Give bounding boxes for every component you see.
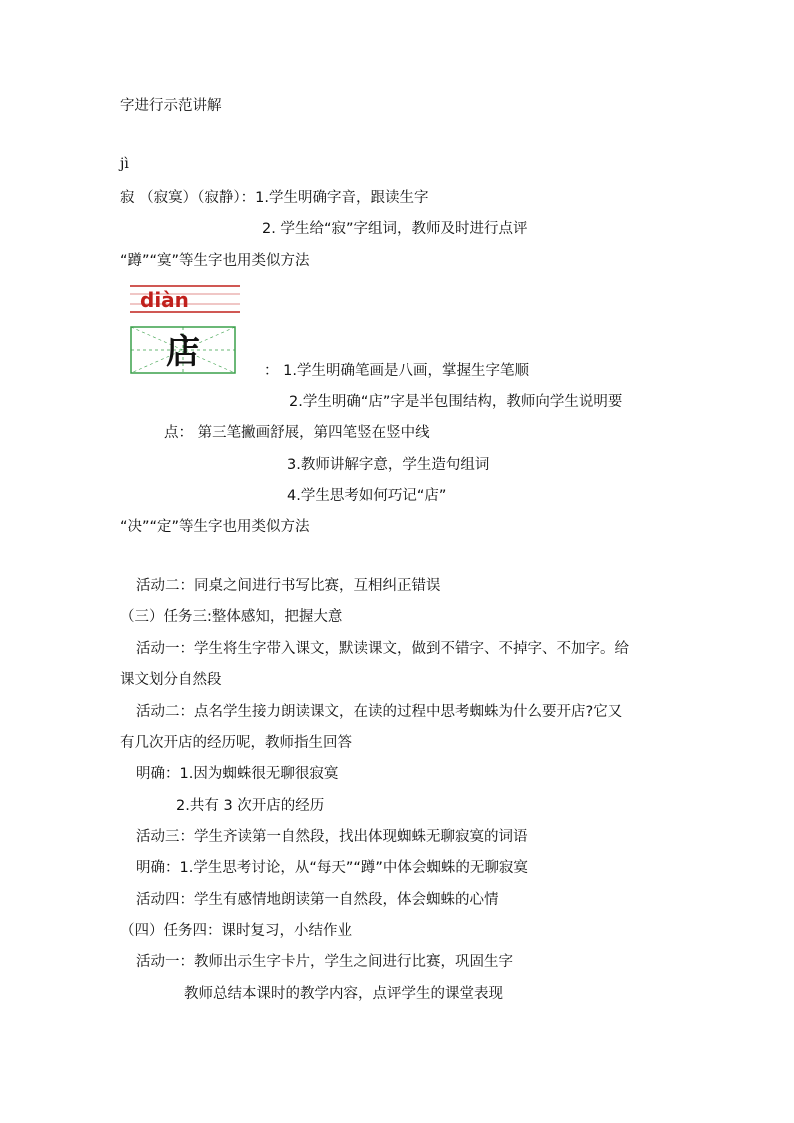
text-line: 活动一：学生将生字带入课文，默读课文，做到不错字、不掉字、不加字。给	[136, 641, 629, 657]
text-line: 活动二：同桌之间进行书写比赛，互相纠正错误	[136, 578, 441, 594]
text-line: 4.学生思考如何巧记“店”	[287, 488, 447, 504]
character-dian: 店	[166, 332, 200, 372]
text-line: 2.共有 3 次开店的经历	[176, 798, 325, 814]
text-line: “蹲”“寞”等生字也用类似方法	[120, 253, 310, 269]
text-line: 点： 第三笔撇画舒展，第四笔竖在竖中线	[164, 425, 430, 441]
text-line: 活动一：教师出示生字卡片，学生之间进行比赛，巩固生字	[136, 954, 513, 970]
text-line: ： 1.学生明确笔画是八画，掌握生字笔顺	[264, 363, 529, 379]
pinyin-card	[130, 285, 240, 313]
text-line: 2. 学生给“寂”字组词，教师及时进行点评	[262, 221, 528, 237]
text-line: 教师总结本课时的教学内容，点评学生的课堂表现	[184, 986, 503, 1002]
text-line: 寂 （寂寞）（寂静）：1.学生明确字音，跟读生字	[120, 190, 429, 206]
text-line: （三）任务三:整体感知，把握大意	[120, 609, 343, 625]
text-line: 明确：1.因为蜘蛛很无聊很寂寞	[136, 766, 339, 782]
text-line: 活动二：点名学生接力朗读课文，在读的过程中思考蜘蛛为什么要开店?它又	[136, 704, 623, 720]
text-line: “决”“定”等生字也用类似方法	[120, 519, 310, 535]
pinyin-dian: diàn	[140, 288, 189, 312]
text-line: 2.学生明确“店”字是半包围结构，教师向学生说明要	[289, 394, 623, 410]
text-line: 活动四：学生有感情地朗读第一自然段，体会蜘蛛的心情	[136, 892, 499, 908]
text-line: 课文划分自然段	[120, 672, 222, 688]
character-card	[130, 326, 236, 374]
text-line: 明确：1.学生思考讨论，从“每天”“蹲”中体会蜘蛛的无聊寂寞	[136, 860, 528, 876]
text-line: （四）任务四：课时复习，小结作业	[120, 923, 352, 939]
text-line: 有几次开店的经历呢，教师指生回答	[120, 735, 352, 751]
text-line: 3.教师讲解字意，学生造句组词	[287, 457, 490, 473]
text-line: 字进行示范讲解	[120, 98, 222, 114]
pinyin-annotation: jì	[120, 156, 129, 172]
text-line: 活动三：学生齐读第一自然段，找出体现蜘蛛无聊寂寞的词语	[136, 829, 528, 845]
